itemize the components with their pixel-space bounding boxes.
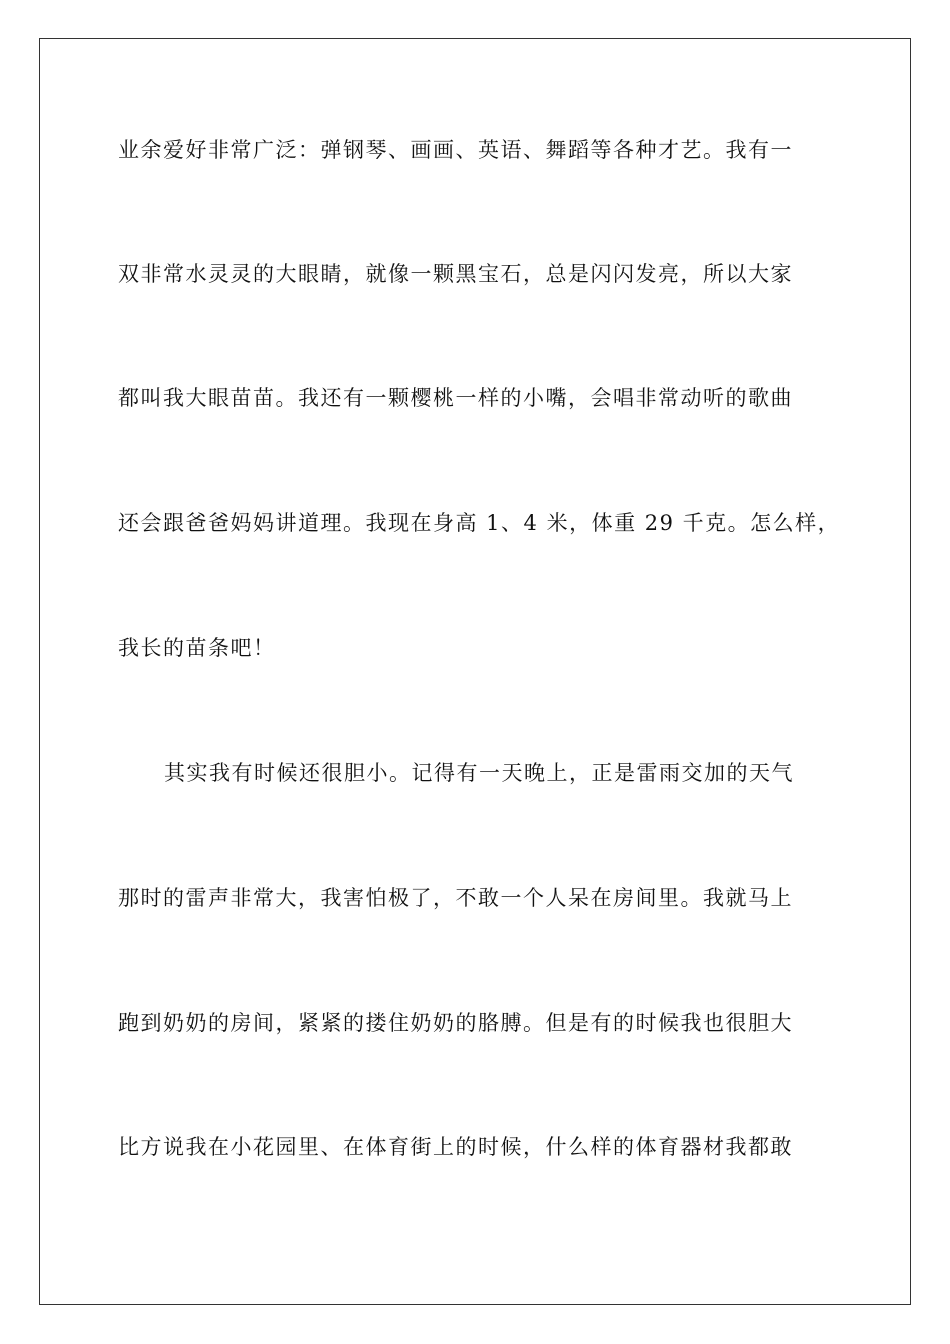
page-border (39, 38, 911, 1305)
text-line-8: 跑到奶奶的房间，紧紧的搂住奶奶的胳膊。但是有的时候我也很胆大 (118, 1011, 793, 1035)
text-line-2: 双非常水灵灵的大眼睛，就像一颗黑宝石，总是闪闪发亮，所以大家 (118, 262, 793, 286)
text-line-3: 都叫我大眼苗苗。我还有一颗樱桃一样的小嘴，会唱非常动听的歌曲 (118, 386, 793, 410)
text-line-4: 还会跟爸爸妈妈讲道理。我现在身高 1、4 米，体重 29 千克。怎么样， (118, 511, 841, 535)
text-line-9: 比方说我在小花园里、在体育街上的时候，什么样的体育器材我都敢 (118, 1135, 793, 1159)
text-line-6: 其实我有时候还很胆小。记得有一天晚上，正是雷雨交加的天气 (164, 761, 794, 785)
text-line-7: 那时的雷声非常大，我害怕极了，不敢一个人呆在房间里。我就马上 (118, 886, 793, 910)
text-line-5: 我长的苗条吧！ (118, 636, 276, 660)
text-line-1: 业余爱好非常广泛：弹钢琴、画画、英语、舞蹈等各种才艺。我有一 (118, 138, 793, 162)
